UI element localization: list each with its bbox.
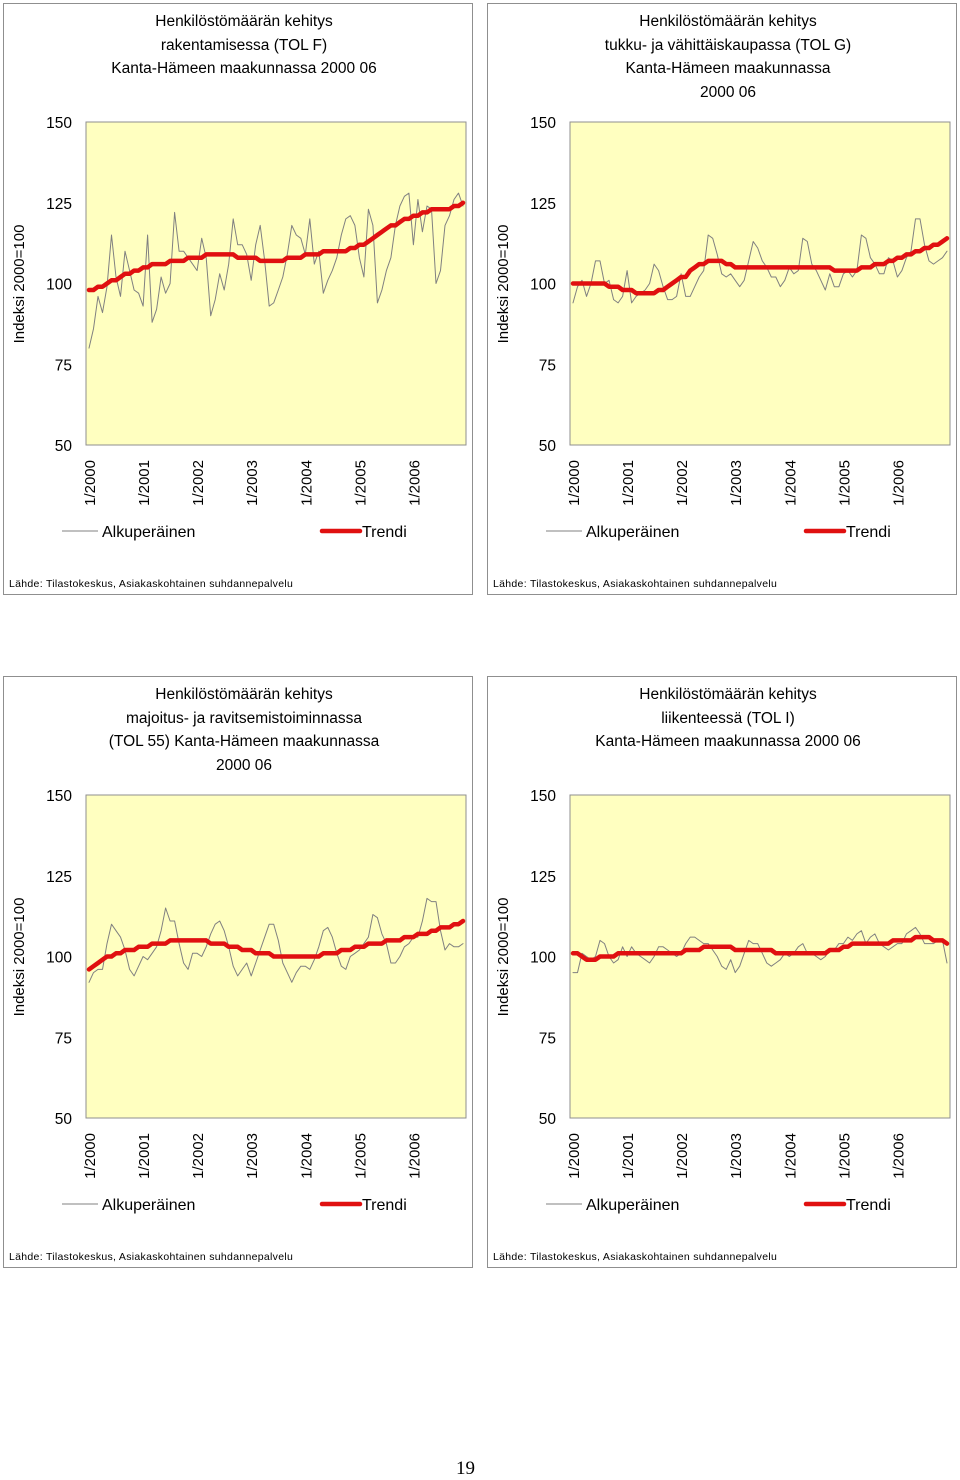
x-tick-label: 1/2002 (674, 460, 692, 506)
x-tick-label: 1/2006 (890, 1133, 908, 1179)
x-tick-label: 1/2006 (406, 1133, 424, 1179)
chart-panel-transport (487, 676, 957, 1268)
legend-label-trend: Trendi (362, 524, 407, 541)
y-axis-label: Indeksi 2000=100 (11, 897, 28, 1017)
y-axis-label: Indeksi 2000=100 (11, 224, 28, 344)
legend-label-original: Alkuperäinen (102, 524, 196, 541)
y-tick-label: 50 (54, 438, 72, 455)
chart-panel-accommodation (3, 676, 473, 1268)
chart-title-line: 2000 06 (215, 756, 273, 774)
chart-title-line: Henkilöstömäärän kehitys (155, 686, 333, 703)
plot-area (86, 122, 466, 445)
y-tick-label: 125 (46, 195, 72, 213)
x-tick-label: 1/2003 (728, 1133, 746, 1179)
y-tick-label: 100 (46, 276, 72, 294)
x-tick-label: 1/2004 (298, 460, 316, 506)
x-tick-label: 1/2001 (136, 1133, 154, 1179)
x-tick-label: 1/2002 (190, 1133, 208, 1179)
y-tick-label: 125 (46, 868, 72, 886)
x-tick-label: 1/2001 (620, 1133, 638, 1179)
x-tick-label: 1/2001 (136, 460, 154, 506)
chart-title-line: Henkilöstömäärän kehitys (639, 13, 817, 30)
chart-plot (4, 677, 474, 1269)
y-tick-label: 50 (54, 1111, 72, 1128)
x-tick-label: 1/2003 (244, 1133, 262, 1179)
source-note: Lähde: Tilastokeskus, Asiakaskohtainen suhdannepalvelu (9, 578, 294, 590)
x-tick-label: 1/2005 (836, 460, 854, 506)
y-tick-label: 75 (54, 1030, 72, 1048)
y-tick-label: 100 (530, 949, 556, 967)
y-tick-label: 75 (538, 357, 556, 375)
y-tick-label: 75 (54, 357, 72, 375)
y-tick-label: 125 (530, 868, 556, 886)
x-tick-label: 1/2005 (352, 1133, 370, 1179)
x-tick-label: 1/2005 (836, 1133, 854, 1179)
x-tick-label: 1/2006 (406, 460, 424, 506)
x-tick-label: 1/2004 (298, 1133, 316, 1179)
x-tick-label: 1/2006 (890, 460, 908, 506)
source-note: Lähde: Tilastokeskus, Asiakaskohtainen suhdannepalvelu (493, 578, 778, 590)
y-tick-label: 50 (538, 438, 556, 455)
chart-plot (488, 677, 958, 1269)
x-tick-label: 1/2000 (566, 460, 583, 506)
y-tick-label: 150 (530, 115, 556, 132)
chart-title-line: majoitus- ja ravitsemistoiminnassa (125, 709, 363, 727)
y-tick-label: 125 (530, 195, 556, 213)
chart-title-line: tukku- ja vähittäiskaupassa (TOL G) (604, 36, 852, 54)
legend-label-original: Alkuperäinen (586, 524, 680, 541)
x-tick-label: 1/2002 (190, 460, 208, 506)
chart-plot (4, 4, 474, 596)
chart-title-line: (TOL 55) Kanta-Hämeen maakunnassa (108, 733, 380, 750)
y-axis-label: Indeksi 2000=100 (495, 224, 512, 344)
y-axis-label: Indeksi 2000=100 (495, 897, 512, 1017)
page-number: 19 (456, 1458, 475, 1479)
x-tick-label: 1/2000 (566, 1133, 583, 1179)
chart-title-line: Henkilöstömäärän kehitys (155, 13, 333, 30)
source-note: Lähde: Tilastokeskus, Asiakaskohtainen suhdannepalvelu (493, 1251, 778, 1263)
chart-title-line: Henkilöstömäärän kehitys (639, 686, 817, 703)
y-tick-label: 100 (530, 276, 556, 294)
x-tick-label: 1/2000 (82, 460, 99, 506)
y-tick-label: 50 (538, 1111, 556, 1128)
chart-title-line: Kanta-Hämeen maakunnassa 2000 06 (595, 733, 861, 750)
legend-label-trend: Trendi (362, 1197, 407, 1214)
x-tick-label: 1/2002 (674, 1133, 692, 1179)
x-tick-label: 1/2003 (728, 460, 746, 506)
chart-title-line: Kanta-Hämeen maakunnassa 2000 06 (111, 60, 377, 77)
y-tick-label: 150 (46, 115, 72, 132)
plot-area (570, 122, 950, 445)
legend-label-trend: Trendi (846, 1197, 891, 1214)
legend-label-original: Alkuperäinen (586, 1197, 680, 1214)
chart-title-line: Kanta-Hämeen maakunnassa (625, 60, 831, 77)
source-note: Lähde: Tilastokeskus, Asiakaskohtainen suhdannepalvelu (9, 1251, 294, 1263)
x-tick-label: 1/2001 (620, 460, 638, 506)
x-tick-label: 1/2004 (782, 460, 800, 506)
chart-title-line: liikenteessä (TOL I) (661, 709, 795, 727)
y-tick-label: 150 (46, 788, 72, 805)
y-tick-label: 100 (46, 949, 72, 967)
legend-label-original: Alkuperäinen (102, 1197, 196, 1214)
y-tick-label: 75 (538, 1030, 556, 1048)
y-tick-label: 150 (530, 788, 556, 805)
legend-label-trend: Trendi (846, 524, 891, 541)
chart-panel-construction (3, 3, 473, 595)
chart-panel-trade (487, 3, 957, 595)
x-tick-label: 1/2005 (352, 460, 370, 506)
chart-title-line: 2000 06 (699, 83, 757, 101)
x-tick-label: 1/2000 (82, 1133, 99, 1179)
chart-title-line: rakentamisessa (TOL F) (160, 36, 328, 54)
x-tick-label: 1/2003 (244, 460, 262, 506)
chart-plot (488, 4, 958, 596)
x-tick-label: 1/2004 (782, 1133, 800, 1179)
